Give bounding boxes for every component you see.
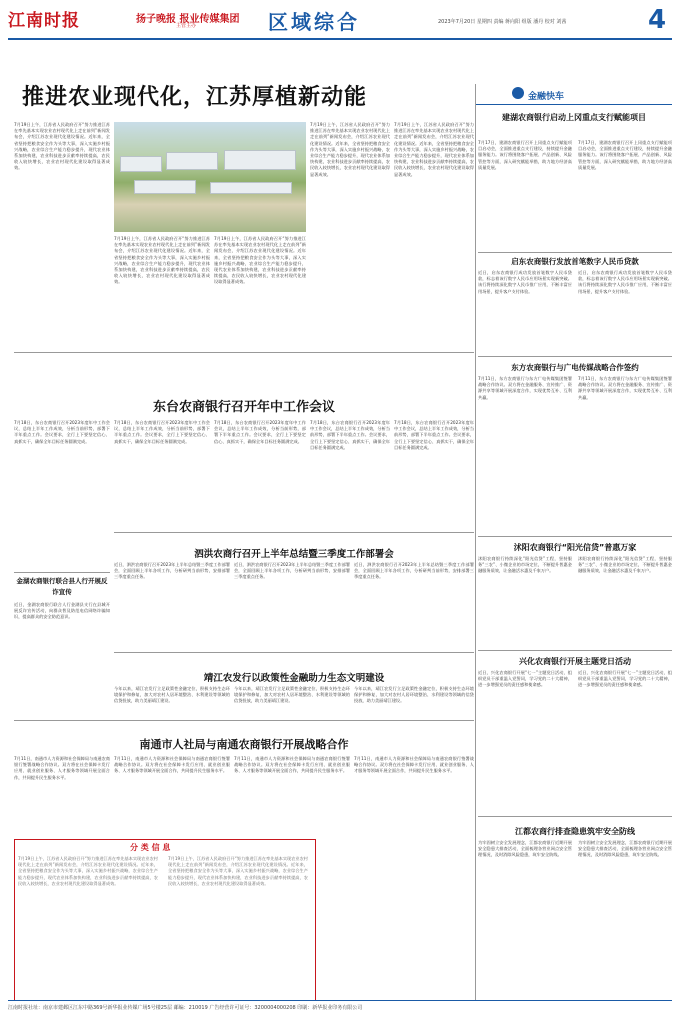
footer-info: 江南时报社址：南京市建邺区江东中路369号新华报业传媒广场5号楼25层 邮编：210019 广告经营许可证号：3200004000208 印刷：新华报业印务有限公司	[8, 1005, 363, 1011]
divider	[478, 816, 672, 817]
article-body-shuyang-col1: 沭阳农商银行持续深化“阳光信贷”工程，坚持服务“三农”、小微企业的市场定位，不断提升普惠金融服务质效，让金融活水惠及千家万户。	[478, 556, 572, 574]
column-separator	[475, 84, 476, 1000]
article-body-jianhu-col1: 7月17日，建湖农商银行召开上冈重点支行赋能项目启动会，全面推进重点支行建设，持续提升金融服务能力。该行将围绕客户拓展、产品创新、风险管控等方面，深入研究赋能举措，助力地方经济高质量发展。	[478, 140, 572, 170]
article-body-jiangdu-col2: 为牢固树立安全发展理念，江都农商银行近期开展安全隐患大排查活动，全面梳理各营业网点安全管理情况，及时消除风险隐患，筑牢安全防线。	[578, 840, 672, 858]
divider	[114, 652, 474, 653]
article-title-nantong: 南通市人社局与南通农商银行开展战略合作	[139, 738, 349, 751]
article-body-jingjiang-col1: 今年以来，靖江农发行立足政策性金融定位，积极支持生态环境保护和修复，加大对农村人居环境整治、水利建设等领域的信贷投放，助力美丽靖江建设。	[114, 686, 230, 704]
main-headline: 推进农业现代化，江苏厚植新动能	[22, 85, 368, 110]
article-title-jinhu: 金湖农商银行联合县人行开展反诈宣传	[16, 577, 108, 596]
article-body-shuyang-col2: 沭阳农商银行持续深化“阳光信贷”工程，坚持服务“三农”、小微企业的市场定位，不断提升普惠金融服务质效，让金融活水惠及千家万户。	[578, 556, 672, 574]
article-body-dongtai-col1: 7月18日，东台农商银行召开2023年度年中工作会议，总结上半年工作成效，分析当前形势，部署下半年重点工作。会议要求，全行上下要坚定信心、真抓实干，确保全年目标任务圆满完成。	[14, 420, 110, 444]
divider	[14, 720, 474, 721]
finance-express-icon	[512, 87, 524, 99]
article-body-nantong-col1: 7月11日，南通市人力资源和社会保障局与南通农商银行签署战略合作协议。双方将在社会保障卡发行应用、就业创业服务、人才服务等领域开展全面合作，共同提升民生服务水平。	[14, 756, 110, 780]
page-number: 4	[647, 5, 667, 35]
divider	[478, 536, 672, 537]
lead-article-col3: 7月19日上午，江苏省人民政府召开“努力推进江苏在率先基本实现农业农村现代化上走在前列”新闻发布会，介绍江苏农业现代化建设情况。近年来，全省坚持把粮食安全作为头等大事，深入实施乡村振兴战略，农业综合生产能力稳步提升，现代农业体系加快构建，农业科技进步贡献率持续提高，农民收入较快增长，农业农村现代化建设取得显著成效。	[214, 236, 306, 285]
article-body-sihong-col1: 近日，泗洪农商银行召开2023年上半年总结暨三季度工作部署会，全面回顾上半年各项工作，分析研判当前形势，安排部署三季度重点任务。	[114, 562, 230, 580]
article-title-jiangdu: 江都农商行排查隐患筑牢安全防线	[515, 827, 635, 836]
article-title-dongfang: 东方农商银行与广电传媒战略合作签约	[511, 363, 639, 372]
article-body-jingjiang-col3: 今年以来，靖江农发行立足政策性金融定位，积极支持生态环境保护和修复，加大对农村人居环境整治、水利建设等领域的信贷投放，助力美丽靖江建设。	[354, 686, 474, 704]
classified-ad-col2: 7月19日上午，江苏省人民政府召开“努力推进江苏在率先基本实现农业农村现代化上走在前列”新闻发布会，介绍江苏农业现代化建设情况。近年来，全省坚持把粮食安全作为头等大事，深入实施乡村振兴战略，农业综合生产能力稳步提升，现代农业体系加快构建，农业科技进步贡献率持续提高，农民收入较快增长，农业农村现代化建设取得显著成效。	[168, 856, 308, 886]
article-body-nantong-col4: 7月11日，南通市人力资源和社会保障局与南通农商银行签署战略合作协议。双方将在社会保障卡发行应用、就业创业服务、人才服务等领域开展全面合作，共同提升民生服务水平。	[354, 756, 474, 774]
classified-ad-col1: 7月19日上午，江苏省人民政府召开“努力推进江苏在率先基本实现农业农村现代化上走在前列”新闻发布会，介绍江苏农业现代化建设情况。近年来，全省坚持把粮食安全作为头等大事，深入实施乡村振兴战略，农业综合生产能力稳步提升，现代农业体系加快构建，农业科技进步贡献率持续提高，农民收入较快增长，农业农村现代化建设取得显著成效。	[18, 856, 158, 886]
article-title-jianhu: 建湖农商银行启动上冈重点支行赋能项目	[502, 113, 646, 122]
article-title-qidong: 启东农商银行发放首笔数字人民币贷款	[511, 257, 639, 266]
article-body-sihong-col3: 近日，泗洪农商银行召开2023年上半年总结暨三季度工作部署会，全面回顾上半年各项工作，分析研判当前形势，安排部署三季度重点任务。	[354, 562, 474, 580]
article-body-qidong-col1: 近日，启东农商银行成功发放首笔数字人民币贷款，标志着该行数字人民币应用场景实现新突破。该行将持续深化数字人民币推广应用，不断丰富应用场景，提升客户支付体验。	[478, 270, 572, 294]
masthead-sub: 扬子晚报 报业传媒集团	[136, 14, 240, 25]
article-title-xinghua: 兴化农商银行开展主题党日活动	[519, 657, 631, 666]
article-title-dongtai: 东台农商银行召开年中工作会议	[152, 400, 335, 415]
lead-article-col5: 7月19日上午，江苏省人民政府召开“努力推进江苏在率先基本实现农业农村现代化上走在前列”新闻发布会，介绍江苏农业现代化建设情况。近年来，全省坚持把粮食安全作为头等大事，深入实施乡村振兴战略，农业综合生产能力稳步提升，现代农业体系加快构建，农业科技进步贡献率持续提高，农民收入较快增长，农业农村现代化建设取得显著成效。	[394, 122, 474, 177]
article-body-sihong-col2: 近日，泗洪农商银行召开2023年上半年总结暨三季度工作部署会，全面回顾上半年各项工作，分析研判当前形势，安排部署三季度重点任务。	[234, 562, 350, 580]
article-title-shuyang: 沭阳农商银行“阳光信贷”普惠万家	[513, 543, 637, 552]
article-title-sihong: 泗洪农商行召开上半年总结暨三季度工作部署会	[194, 549, 394, 560]
divider	[14, 352, 474, 353]
finance-express-rule	[476, 104, 672, 105]
lead-article-col2: 7月19日上午，江苏省人民政府召开“努力推进江苏在率先基本实现农业农村现代化上走在前列”新闻发布会，介绍江苏农业现代化建设情况。近年来，全省坚持把粮食安全作为头等大事，深入实施乡村振兴战略，农业综合生产能力稳步提升，现代农业体系加快构建，农业科技进步贡献率持续提高，农民收入较快增长，农业农村现代化建设取得显著成效。	[114, 236, 210, 285]
classified-ad-title: 分 类 信 息	[130, 843, 171, 852]
section-title: 区域综合	[268, 10, 360, 34]
divider	[114, 532, 474, 533]
article-body-jingjiang-col2: 今年以来，靖江农发行立足政策性金融定位，积极支持生态环境保护和修复，加大对农村人居环境整治、水利建设等领域的信贷投放，助力美丽靖江建设。	[234, 686, 350, 704]
article-body-dongtai-col4: 7月18日，东台农商银行召开2023年度年中工作会议，总结上半年工作成效，分析当前形势，部署下半年重点工作。会议要求，全行上下要坚定信心、真抓实干，确保全年目标任务圆满完成。	[310, 420, 390, 450]
article-body-dongfang-col1: 7月11日，东方农商银行与东方广电传媒集团签署战略合作协议。双方将在金融服务、宣传推广、资源共享等领域开展深度合作，实现优势互补、互利共赢。	[478, 376, 572, 400]
article-body-dongtai-col2: 7月18日，东台农商银行召开2023年度年中工作会议，总结上半年工作成效，分析当前形势，部署下半年重点工作。会议要求，全行上下要坚定信心、真抓实干，确保全年目标任务圆满完成。	[114, 420, 210, 444]
article-body-qidong-col2: 近日，启东农商银行成功发放首笔数字人民币贷款，标志着该行数字人民币应用场景实现新突破。该行将持续深化数字人民币推广应用，不断丰富应用场景，提升客户支付体验。	[578, 270, 672, 294]
top-rule	[8, 38, 672, 40]
farm-photo	[114, 122, 306, 232]
masthead-logo: 江南时报	[8, 11, 80, 31]
article-body-nantong-col3: 7月11日，南通市人力资源和社会保障局与南通农商银行签署战略合作协议。双方将在社会保障卡发行应用、就业创业服务、人才服务等领域开展全面合作，共同提升民生服务水平。	[234, 756, 350, 774]
article-body-xinghua-col1: 近日，兴化农商银行开展“七一”主题党日活动，组织党员干部重温入党誓词，学习党的二十大精神，进一步增强党员的责任感和使命感。	[478, 670, 572, 688]
divider	[478, 356, 672, 357]
article-body-nantong-col2: 7月11日，南通市人力资源和社会保障局与南通农商银行签署战略合作协议。双方将在社会保障卡发行应用、就业创业服务、人才服务等领域开展全面合作，共同提升民生服务水平。	[114, 756, 230, 774]
article-body-jinhu: 近日，金湖农商银行联合人行金湖县支行在县城开展反诈宣传活动，向群众普及防范电信网络诈骗知识，提高群众的安全防范意识。	[14, 602, 110, 620]
article-body-jianhu-col2: 7月17日，建湖农商银行召开上冈重点支行赋能项目启动会，全面推进重点支行建设，持续提升金融服务能力。该行将围绕客户拓展、产品创新、风险管控等方面，深入研究赋能举措，助力地方经济高质量发展。	[578, 140, 672, 170]
masthead-sponsor: 主管主办	[176, 23, 197, 29]
article-title-jingjiang: 靖江农发行以政策性金融助力生态文明建设	[203, 673, 385, 684]
divider	[14, 572, 110, 573]
article-body-xinghua-col2: 近日，兴化农商银行开展“七一”主题党日活动，组织党员干部重温入党誓词，学习党的二十大精神，进一步增强党员的责任感和使命感。	[578, 670, 672, 688]
footer-rule	[8, 1000, 672, 1001]
divider	[478, 650, 672, 651]
article-body-dongfang-col2: 7月11日，东方农商银行与东方广电传媒集团签署战略合作协议。双方将在金融服务、宣传推广、资源共享等领域开展深度合作，实现优势互补、互利共赢。	[578, 376, 672, 400]
divider	[478, 252, 672, 253]
article-body-jiangdu-col1: 为牢固树立安全发展理念，江都农商银行近期开展安全隐患大排查活动，全面梳理各营业网点安全管理情况，及时消除风险隐患，筑牢安全防线。	[478, 840, 572, 858]
article-body-dongtai-col5: 7月18日，东台农商银行召开2023年度年中工作会议，总结上半年工作成效，分析当前形势，部署下半年重点工作。会议要求，全行上下要坚定信心、真抓实干，确保全年目标任务圆满完成。	[394, 420, 474, 450]
article-body-dongtai-col3: 7月18日，东台农商银行召开2023年度年中工作会议，总结上半年工作成效，分析当前形势，部署下半年重点工作。会议要求，全行上下要坚定信心、真抓实干，确保全年目标任务圆满完成。	[214, 420, 306, 444]
lead-article-col4: 7月19日上午，江苏省人民政府召开“努力推进江苏在率先基本实现农业农村现代化上走在前列”新闻发布会，介绍江苏农业现代化建设情况。近年来，全省坚持把粮食安全作为头等大事，深入实施乡村振兴战略，农业综合生产能力稳步提升，现代农业体系加快构建，农业科技进步贡献率持续提高，农民收入较快增长，农业农村现代化建设取得显著成效。	[310, 122, 390, 177]
lead-article-col1: 7月19日上午，江苏省人民政府召开“努力推进江苏在率先基本实现农业农村现代化上走在前列”新闻发布会，介绍江苏农业现代化建设情况。近年来，全省坚持把粮食安全作为头等大事，深入实施乡村振兴战略，农业综合生产能力稳步提升，现代农业体系加快构建，农业科技进步贡献率持续提高，农民收入较快增长，农业农村现代化建设取得显著成效。	[14, 122, 110, 171]
issue-meta: 2023年7月20日 星期四 责编 蒋向阳 组版 潘丹 校对 刘茜	[438, 19, 567, 25]
finance-express-title: 金融快车	[528, 92, 565, 102]
